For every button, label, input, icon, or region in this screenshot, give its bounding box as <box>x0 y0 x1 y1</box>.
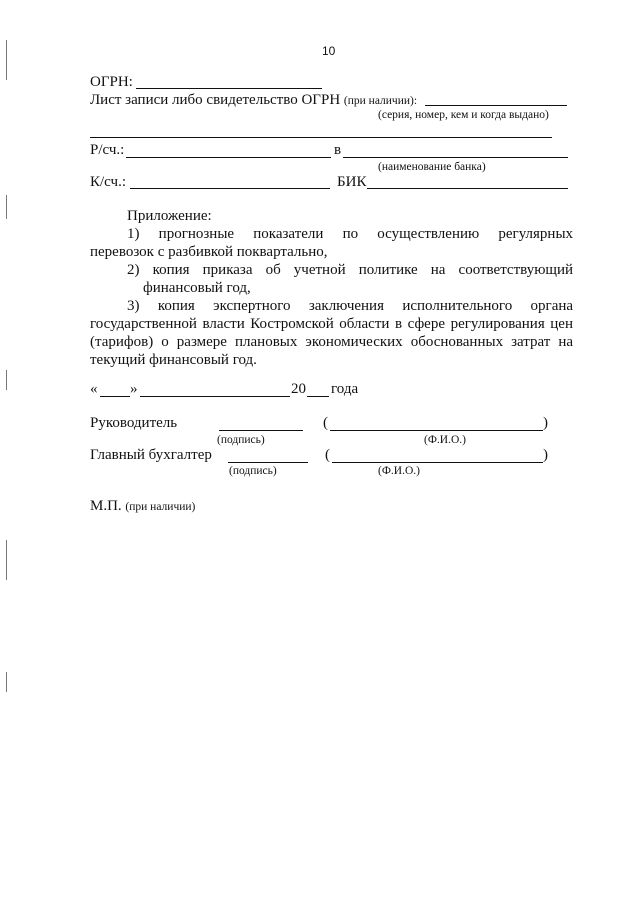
word: копия <box>157 298 195 314</box>
word: политике <box>358 262 418 278</box>
date-month-input-line[interactable] <box>140 396 290 397</box>
record-sheet-input-line[interactable] <box>425 105 567 106</box>
word: размере <box>176 334 227 350</box>
word: обоснованных <box>410 334 504 350</box>
date-close-quote: » <box>130 381 138 397</box>
word: 1) <box>127 226 140 242</box>
accountant-name-line[interactable] <box>332 462 543 463</box>
word: экономических <box>305 334 403 350</box>
scan-edge-mark <box>6 540 7 580</box>
word: прогнозные <box>158 226 235 242</box>
word: заключения <box>308 298 384 314</box>
attachment-item-3-line-3 <box>90 333 573 351</box>
word: цен <box>550 316 573 332</box>
date-open-quote: « <box>90 381 98 397</box>
word: власти <box>202 316 245 332</box>
ogrn-label: ОГРН: <box>90 74 133 90</box>
word: затрат <box>511 334 551 350</box>
attachment-item-2-line-2: финансовый год, <box>143 280 251 296</box>
word: 3) <box>127 298 140 314</box>
word: экспертного <box>213 298 291 314</box>
accountant-name-hint: (Ф.И.О.) <box>378 465 420 477</box>
record-sheet-note: (при наличии): <box>343 95 418 107</box>
word: по <box>342 226 359 242</box>
date-year-suffix: года <box>331 381 359 397</box>
accountant-signature-line[interactable] <box>228 462 308 463</box>
word: осуществлению <box>377 226 480 242</box>
word: на <box>558 334 574 350</box>
scan-edge-mark <box>6 672 7 692</box>
correspondent-account-input-line[interactable] <box>130 188 330 189</box>
word: учетной <box>293 262 346 278</box>
word: сфере <box>407 316 446 332</box>
chief-accountant-label: Главный бухгалтер <box>90 447 212 463</box>
accountant-name-paren-open: ( <box>325 447 330 463</box>
ogrn-input-line[interactable] <box>136 88 322 89</box>
word: исполнительного <box>402 298 513 314</box>
word: регулирования <box>450 316 545 332</box>
head-label: Руководитель <box>90 415 178 431</box>
word: копия <box>152 262 190 278</box>
page-number: 10 <box>322 44 336 58</box>
word: области <box>339 316 390 332</box>
word: об <box>265 262 281 278</box>
date-year-prefix: 20 <box>291 381 306 397</box>
word: (тарифов) <box>90 334 154 350</box>
bank-in-label: в <box>334 142 342 158</box>
settlement-account-input-line[interactable] <box>126 157 331 158</box>
attachment-item-3-line-1 <box>127 297 573 315</box>
attachment-item-1-line-1 <box>127 225 573 243</box>
record-sheet-label-text: Лист записи либо свидетельство ОГРН <box>90 92 341 108</box>
scan-edge-mark <box>6 195 7 219</box>
head-name-line[interactable] <box>330 430 543 431</box>
stamp-label-text: М.П. <box>90 498 122 514</box>
accountant-name-paren-close: ) <box>543 447 548 463</box>
attachment-item-3-line-4: текущий финансовый год. <box>90 352 257 368</box>
record-sheet-continuation-line[interactable] <box>90 137 552 138</box>
record-sheet-hint: (серия, номер, кем и когда выдано) <box>378 109 549 121</box>
head-name-paren-close: ) <box>543 415 548 431</box>
word: плановых <box>235 334 298 350</box>
word: о <box>161 334 169 350</box>
record-sheet-label <box>90 91 417 109</box>
head-signature-hint: (подпись) <box>217 434 265 446</box>
word: 2) <box>127 262 140 278</box>
word: соответствующий <box>458 262 574 278</box>
bank-name-hint: (наименование банка) <box>378 161 486 173</box>
scan-edge-mark <box>6 370 7 390</box>
bank-name-input-line[interactable] <box>343 157 568 158</box>
attachment-item-1-line-2: перевозок с разбивкой поквартально, <box>90 244 328 260</box>
bik-input-line[interactable] <box>367 188 568 189</box>
head-name-hint: (Ф.И.О.) <box>424 434 466 446</box>
word: на <box>430 262 446 278</box>
word: приказа <box>202 262 253 278</box>
date-day-input-line[interactable] <box>100 396 130 397</box>
attachments-title: Приложение: <box>127 208 212 224</box>
settlement-account-label: Р/сч.: <box>90 142 125 158</box>
word: показатели <box>253 226 324 242</box>
date-year-input-line[interactable] <box>307 396 329 397</box>
word: органа <box>530 298 574 314</box>
bik-label: БИК <box>337 174 367 190</box>
word: в <box>394 316 403 332</box>
correspondent-account-label: К/сч.: <box>90 174 126 190</box>
word: регулярных <box>498 226 574 242</box>
stamp-label <box>90 497 195 515</box>
word: государственной <box>90 316 197 332</box>
head-name-paren-open: ( <box>323 415 328 431</box>
word: Костромской <box>250 316 334 332</box>
scan-edge-mark <box>6 40 7 80</box>
attachment-item-3-line-2 <box>90 315 573 333</box>
stamp-note: (при наличии) <box>125 501 196 513</box>
head-signature-line[interactable] <box>219 430 303 431</box>
attachment-item-2-line-1 <box>127 261 573 279</box>
accountant-signature-hint: (подпись) <box>229 465 277 477</box>
